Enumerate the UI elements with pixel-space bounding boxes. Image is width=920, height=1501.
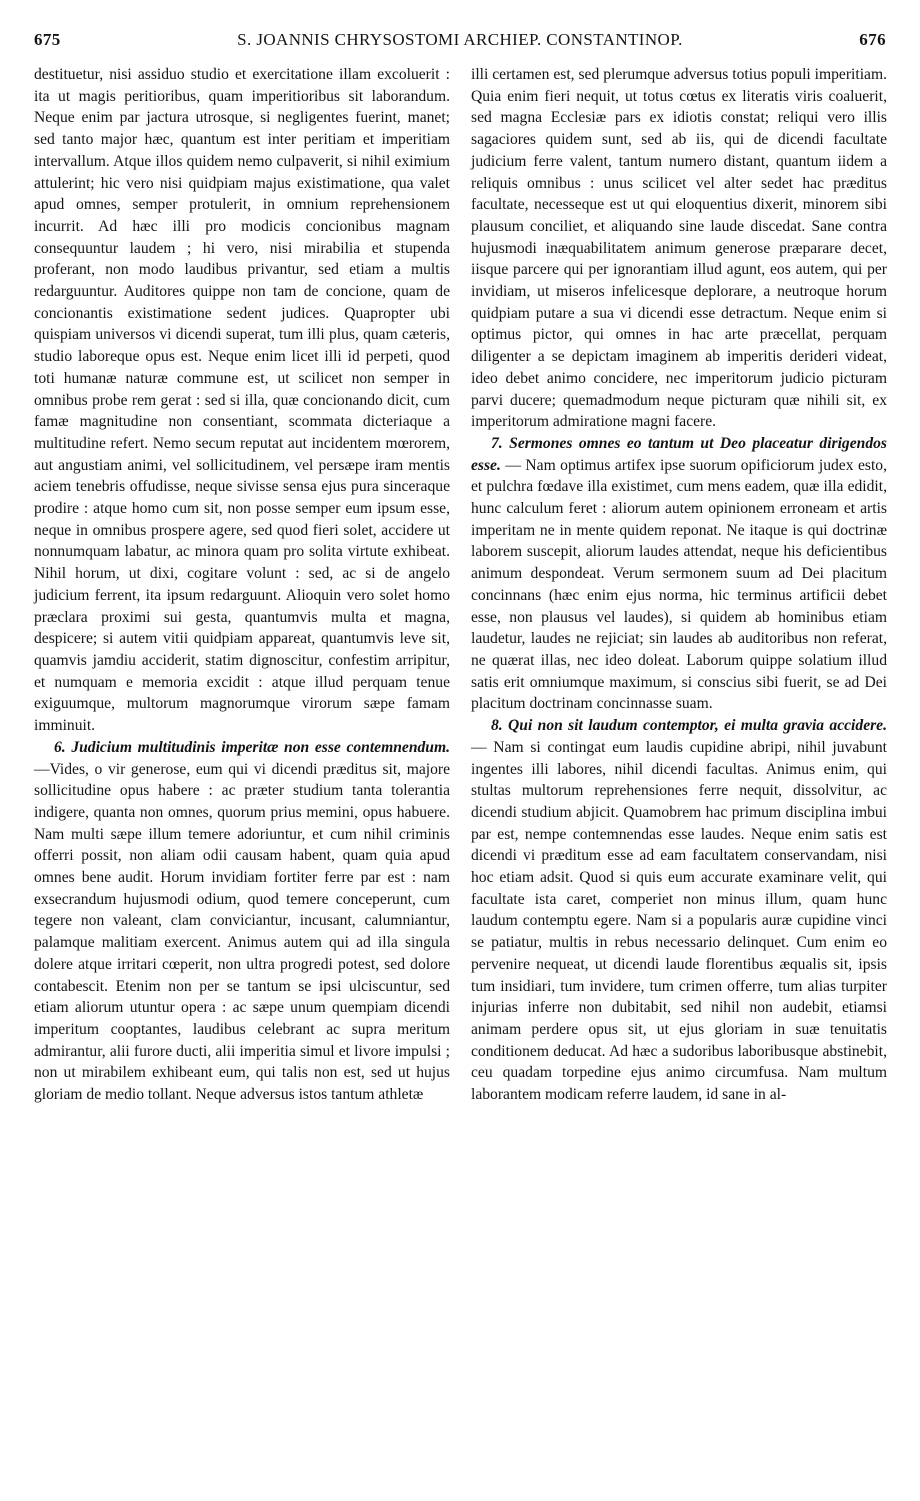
- running-header: [34, 30, 886, 60]
- section-6-heading: 6. Judicium multitudinis imperitæ non esse contemnendum.: [54, 738, 450, 756]
- section-6: [34, 737, 450, 1106]
- section-8-text: — Nam si contingat eum laudis cupidine abripi, nihil juvabunt ingentes illi labores, nihil dicendi facultas. Animus enim, qui stultas multorum reprehensiones ferre nequit, dissolvitur, ac dicendi studium abjicit. Quamobrem hac primum disciplina imbui par est, nempe contemnendas esse laudes. Neque enim satis est dicendi vi præditum esse ad eam facultatem conservandam, nisi hoc etiam adsit. Quod si quis eum accurate examinare velit, qui facultate ista caret, comperiet non minus illum, quam hunc laudum contemptu egere. Nam si a popularis auræ cupidine vinci se patiatur, multis in rebus necessario delinquet. Cum enim eo pervenire nequeat, ut dicendi laude florentibus æqualis sit, ipsis tum insidiari, tum invidere, tum crimen offerre, tum alias turpiter injurias inferre non dubitabit, sed nihil non audebit, etiamsi animam perdere opus sit, ut ejus gloriam in suæ tenuitatis conditionem deducat. Ad hæc a sudoribus laboribusque abstinebit, ceu quadam torpedine ejus animo circumfusa. Nam multum laborantem modicam referre laudem, id sane in al-: [471, 738, 887, 1104]
- page-number-right: 676: [859, 30, 886, 49]
- right-column: [471, 64, 887, 1106]
- section-8-heading: 8. Qui non sit laudum contemptor, ei multa gravia accidere.: [491, 717, 887, 735]
- section-7-heading: 7. Sermones omnes eo tantum ut Deo placeatur dirigendos esse.: [471, 434, 887, 474]
- paragraph-continuation-right: illi certamen est, sed plerumque adversus totius populi imperitiam. Quia enim fieri nequit, ut totus cœtus ex literatis viris coaluerit, sed magna Ecclesiæ pars ex idiotis constat; reliqui vero illis sagaciores quidem sunt, sed ab iis, qui de dicendi facultate judicium ferre valent, tantum numero distant, quantum iidem a reliquis omnibus : unus scilicet vel alter sedet hac præditus facultate, necesseque est ut qui eloquentius dixerit, minorem sibi plausum conciliet, et aliquando sine laude discedat. Sane contra hujusmodi inæquabilitatem animum generose præparare decet, iisque parcere qui per ignorantiam illud agunt, eos autem, qui per invidiam, ut miseros infelicesque deplorare, a neutroque horum quidpiam putare a sua vi dicendi esse detractum. Neque enim si optimus pictor, qui omnes in hac arte præcellat, perquam diligenter a se depictam imaginem ab imperitis derideri videat, ideo debet animo concidere, nec imperitorum judicio picturam parvi ducere; quemadmodum neque picturam quæ nihili sit, ex imperitorum admiratione magni facere.: [471, 66, 887, 431]
- running-title: S. JOANNIS CHRYSOSTOMI ARCHIEP. CONSTANTINOP.: [237, 30, 683, 49]
- left-column: [34, 64, 450, 1106]
- section-6-text: —Vides, o vir generose, eum qui vi dicendi præditus sit, majore sollicitudine opus habere : ac præter studium tanta tolerantia indigere, quanta non omnes, quorum prius memini, opus habuere. Nam multi sæpe illum temere adoriuntur, et cum nihil criminis offerri possit, non aliam odii causam habent, quam quia apud omnes bene audit. Horum invidiam fortiter ferre par est : nam exsecrandum hujusmodi odium, quod temere conceperunt, cum tegere non valeant, clam conviciantur, incusant, calumniantur, palamque malitiam exercent. Animus autem qui ad illa singula dolere atque irritari cœperit, non ultra progredi potest, sed dolore contabescit. Etenim non per se tantum se ipsi ulciscuntur, sed etiam aliorum utuntur opera : ac sæpe unum quempiam dicendi imperitum cooptantes, laudibus celebrant ac supra meritum admirantur, alii furore ducti, alii imperitia simul et livore impulsi ; non ut mirabilem exhibeant eum, qui talis non est, sed ut hujus gloriam de medio tollant. Neque adversus istos tantum athletæ: [34, 760, 450, 1104]
- section-7: [471, 433, 887, 715]
- section-8: [471, 715, 887, 1106]
- section-7-text: — Nam optimus artifex ipse suorum opificiorum judex esto, et pulchra fœdave illa existimet, cum mens eadem, quæ illa edidit, hunc calculum feret : aliorum autem opinionem erroneam et artis imperitam ne in mente quidem reponat. Ne itaque is qui doctrinæ laborem suscepit, aliorum laudes attendat, neque his deficientibus animum despondeat. Verum sermonem suum ad Dei placitum concinnans (hæc enim ejus norma, hic terminus artificii debet esse, non plausus vel laudes), si quidem ab hominibus etiam laudetur, laudes ne rejiciat; sin laudes ab auditoribus non referat, ne quærat illas, nec ideo doleat. Laborum quippe solatium illud satis erit omniumque maximum, si conscius sibi fuerit, se ad Dei placitum doctrinam concinnasse suam.: [471, 456, 887, 713]
- page-number-left: 675: [34, 30, 61, 49]
- paragraph-continuation: destituetur, nisi assiduo studio et exercitatione illam excoluerit : ita ut magis peritioribus, quam imperitioribus sit laborandum. Neque enim par jactura utrosque, si negligentes fuerint, manet; sed tanto major hæc, quantum est inter peritiam et imperitiam intervallum. Atque illos quidem nemo culpaverit, si nihil eximium attulerint; hic vero nisi quidpiam majus existimatione, qua valet apud omnes, semper protulerit, in omnium reprehensionem incurrit. Ad hæc illi pro modicis concionibus magnam consequuntur laudem ; hi vero, nisi mirabilia et stupenda proferant, non modo laudibus privantur, sed etiam a multis redarguuntur. Auditores quippe non tam de concione, quam de concionantis existimatione sedent judices. Quapropter ubi quispiam universos vi dicendi superat, tum illi plus, quam cæteris, studio laboreque opus est. Neque enim licet illi id perpeti, quod toti humanæ naturæ commune est, ut scilicet non semper in omnibus probe rem gerat : sed si illa, quæ concionando dicit, cum famæ magnitudine non consentiant, scommata dicteriaque a multitudine refert. Nemo secum reputat aut incidentem mœrorem, aut angustiam animi, vel sollicitudinem, vel persæpe iram mentis aciem tenebris offudisse, neque sivisse sensa ejus pura sinceraque prodire : atque homo cum sit, non posse semper eum ipsum esse, neque in omnibus prospere agere, sed quod fieri solet, accidere ut nonnumquam labatur, ac minora quam pro solita virtute exhibeat. Nihil horum, ut dixi, cogitare volunt : sed, ac si de angelo judicium ferrent, ita ipsum redarguunt. Alioquin vero solet homo præclara proximi sui gesta, quantumvis multa et magna, despicere; si autem vitii quidpiam appareat, quantumvis leve sit, quamvis jamdiu acciderit, statim dignoscitur, confestim arripitur, et numquam e memoria excidit : atque illud perquam tenue exiguumque, multorum magnorumque virorum sæpe famam imminuit.: [34, 66, 450, 735]
